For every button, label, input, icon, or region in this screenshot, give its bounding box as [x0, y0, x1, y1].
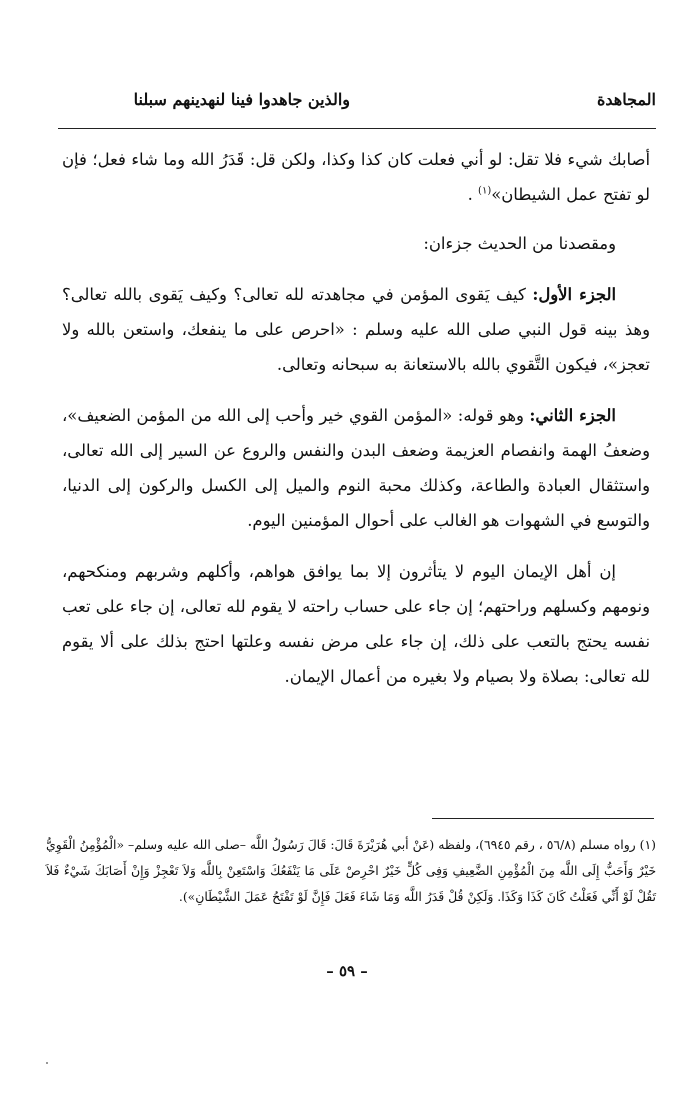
footnotes [46, 832, 656, 910]
page-number: – ٥٩ – [326, 962, 368, 980]
header-divider [58, 128, 656, 129]
header-verse: والذين جاهدوا فينا لنهدينهم سبلنا [133, 90, 350, 109]
paragraph-text: أصابك شيء فلا تقل: لو أني فعلت كان كذا وكذا، ولكن قل: قَدَرُ الله وما شاء فعل؛ فإن لو تفتح عمل الشيطان» [62, 150, 650, 204]
part-two-label: الجزء الثاني: [529, 406, 616, 425]
chapter-title: المجاهدة [597, 90, 656, 109]
footnote-divider [432, 818, 654, 819]
paragraph-text: وهو قوله: «المؤمن القوي خير وأحب إلى الله من المؤمن الضعيف»، وضعفُ الهمة وانفصام العزيمة وضعف البدن والنفس والروع عن السير إلى الله تعالى، واستثقال العبادة والطاعة، وكذلك محبة النوم والميل إلى الكسل والركون إلى الدنيا، والتوسع في الشهوات هو الغالب على أحوال المؤمنين اليوم. [62, 406, 650, 530]
paragraph-part-one [62, 277, 650, 382]
scan-speck [46, 1062, 48, 1064]
paragraph-hadith-continuation [62, 142, 650, 212]
paragraph-text: ومقصدنا من الحديث جزءان: [423, 234, 616, 253]
paragraph-believers [62, 554, 650, 694]
paragraph-part-two [62, 398, 650, 538]
footnote-marker: (١) [478, 185, 492, 197]
paragraph-text: كيف يَقوى المؤمن في مجاهدته لله تعالى؟ وكيف يَقوى بالله تعالى؟ وهذ بينه قول النبي صلى الله عليه وسلم : «احرص على ما ينفعك، واستعن بالله ولا تعجز»، فيكون التَّقوي بالله بالاستعانة به سبحانه وتعالى. [62, 285, 650, 374]
paragraph-intro [62, 226, 650, 261]
running-header [58, 90, 656, 118]
footnote-1: (١) رواه مسلم (٥٦/٨ ، رقم ٦٩٤٥)، ولفظه (عَنْ أبي هُرَيْرَةَ قَالَ: قَالَ رَسُولُ اللَّه –صلى الله عليه وسلم– «الْمُؤْمِنُ الْقَوِيُّ خَيْرٌ وَأَحَبُّ إِلَى اللَّه مِنَ الْمُؤْمِنِ الضَّعِيفِ وَفِى كُلٍّ خَيْرٌ احْرِصْ عَلَى مَا يَنْفَعُكَ وَاسْتَعِنْ بِاللَّه وَلاَ تَعْجِزْ وَإِنْ أَصَابَكَ شَيْءٌ فَلاَ تَقُلْ لَوْ أَنِّي فَعَلْتُ كَانَ كَذَا وَكَذَا. وَلَكِنْ قُلْ قَدَرُ اللَّه وَمَا شَاءَ فَعَلَ فَإِنَّ لَوْ تَفْتَحُ عَمَلَ الشَّيْطَانِ»). [46, 837, 657, 904]
paragraph-text: إن أهل الإيمان اليوم لا يتأثرون إلا بما يوافق هواهم، وأكلهم وشربهم ومنكحهم، ونومهم وكسلهم وراحتهم؛ إن جاء على حساب راحته لا يقوم لله تعالى، إن جاء على تعب نفسه يحتج بالتعب على ذلك، إن جاء على مرض نفسه وعلتها احتج بذلك على ألا يقوم لله تعالى: بصلاة ولا بصيام ولا بغيره من أعمال الإيمان. [62, 562, 650, 686]
paragraph-end: . [467, 185, 479, 204]
main-text [62, 142, 650, 694]
part-one-label: الجزء الأول: [532, 285, 616, 304]
